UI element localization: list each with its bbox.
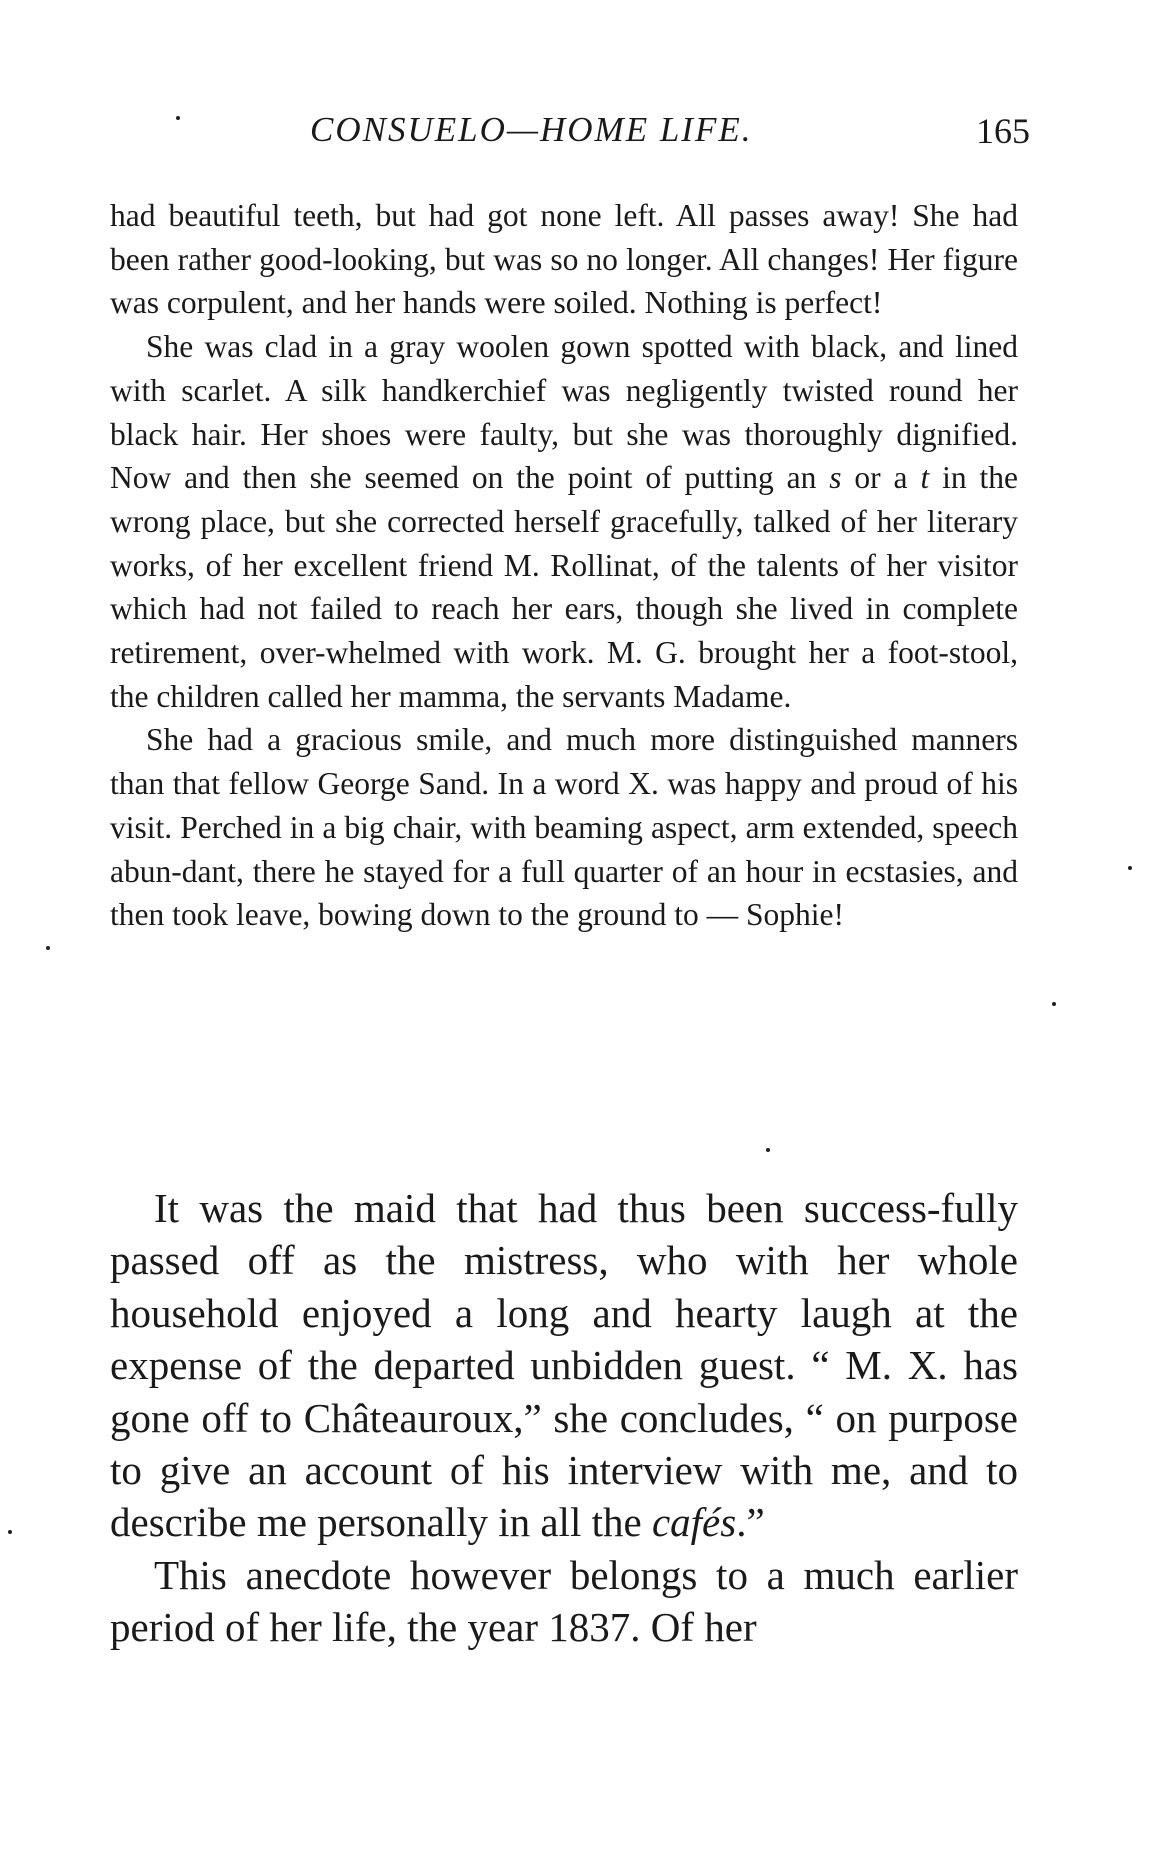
main-text [110, 1182, 1018, 1654]
italic-letter: s [829, 460, 842, 496]
paragraph: This anecdote however belongs to a much earlier period of her life, the year 1837. Of her [110, 1551, 1018, 1651]
paragraph: She had a gracious smile, and much more distinguished manners than that fellow George Sand. In a word X. was happy and proud of his visit. Perched in a big chair, with beaming aspect, arm extended, speech abun-dant, there he stayed for a full quarter of an hour in ecstasies, and then took leave, bowing down to the ground to — Sophie! [110, 722, 1018, 933]
italic-letter: t [920, 460, 930, 496]
paragraph [110, 325, 1018, 718]
running-head-title: CONSUELO—HOME LIFE. [310, 110, 753, 149]
paragraph: had beautiful teeth, but had got none left. All passes away! She had been rather good-looking, but was so no longer. All changes! Her figure was corpulent, and her hands were soiled. Nothing is perfect! [110, 198, 1018, 321]
quoted-passage [110, 194, 1018, 937]
italic-word: cafés [651, 1499, 737, 1546]
print-speck [46, 946, 50, 950]
page-number: 165 [976, 111, 1030, 151]
paragraph-text: in the wrong place, but she corrected herself gracefully, talked of her literary works, of her excellent friend M. Rollinat, of the talents of her visitor which had not failed to reach her ears, though she lived in complete retirement, over-whelmed with work. M. G. brought her a foot-stool, the children called her mamma, the servants Madame. [110, 460, 1018, 714]
paragraph [110, 1182, 1018, 1549]
print-speck [1052, 1002, 1056, 1006]
paragraph-text: or a [841, 460, 921, 496]
print-speck [766, 1148, 770, 1152]
print-speck [1128, 866, 1132, 870]
paragraph-text: .” [736, 1499, 765, 1546]
running-head [110, 110, 1030, 160]
print-speck [8, 1530, 12, 1534]
paragraph-text: She was clad in a gray woolen gown spotted with black, and lined with scarlet. A silk handkerchief was negligently twisted round her black hair. Her shoes were faulty, but she was thoroughly dignified. Now and then she seemed on the point of putting an [110, 329, 1018, 496]
paragraph-text: It was the maid that had thus been success-fully passed off as the mistress, who with her whole household enjoyed a long and hearty laugh at the expense of the departed unbidden guest. “ M. X. has gone off to Châteauroux,” she concludes, “ on purpose to give an account of his interview with me, and to describe me personally in all the [110, 1185, 1018, 1546]
print-speck [176, 116, 180, 120]
